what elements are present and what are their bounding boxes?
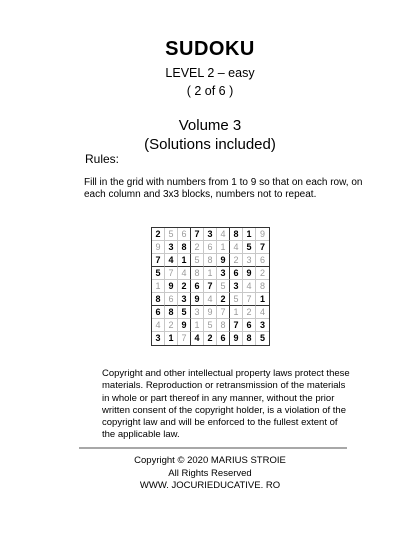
sudoku-cell: 4	[243, 280, 256, 293]
solutions-label: (Solutions included)	[144, 136, 276, 153]
sudoku-cell: 2	[165, 319, 178, 332]
sudoku-cell: 3	[191, 306, 204, 319]
divider	[79, 447, 347, 449]
sudoku-cell: 9	[230, 332, 243, 345]
sudoku-cell: 2	[152, 228, 165, 241]
footer	[0, 455, 420, 493]
part-label: ( 2 of 6 )	[186, 84, 234, 98]
volume-label: Volume 3	[178, 117, 242, 134]
sudoku-cell: 7	[204, 280, 217, 293]
sudoku-cell: 9	[217, 254, 230, 267]
sudoku-cell: 8	[243, 332, 256, 345]
sudoku-cell: 1	[178, 254, 191, 267]
footer-website: WWW. JOCURIEDUCATIVE. RO	[139, 480, 281, 491]
sudoku-cell: 2	[204, 332, 217, 345]
sudoku-cell: 3	[178, 293, 191, 306]
sudoku-cell: 4	[217, 228, 230, 241]
sudoku-cell: 5	[191, 254, 204, 267]
sudoku-cell: 1	[256, 293, 269, 306]
sudoku-cell: 9	[204, 306, 217, 319]
sudoku-cell: 7	[165, 267, 178, 280]
sudoku-cell: 6	[178, 228, 191, 241]
sudoku-cell: 3	[256, 319, 269, 332]
sudoku-cell: 7	[191, 228, 204, 241]
sudoku-cell: 9	[243, 267, 256, 280]
sudoku-cell: 3	[230, 280, 243, 293]
sudoku-cell: 7	[256, 241, 269, 254]
sudoku-cell: 6	[152, 306, 165, 319]
sudoku-cell: 5	[243, 241, 256, 254]
rules-heading: Rules:	[85, 152, 120, 166]
sudoku-cell: 5	[259, 333, 265, 343]
sudoku-cell: 8	[178, 241, 191, 254]
sudoku-cell: 2	[217, 293, 230, 306]
sudoku-cell: 2	[191, 241, 204, 254]
sudoku-cell: 4	[256, 306, 269, 319]
sudoku-cell: 2	[230, 254, 243, 267]
sudoku-cell: 5	[230, 293, 243, 306]
sudoku-cell: 6	[243, 319, 256, 332]
sudoku-grid	[151, 227, 270, 346]
sudoku-cell: 5	[204, 319, 217, 332]
sudoku-cell: 2	[256, 267, 269, 280]
sudoku-cell: 8	[217, 319, 230, 332]
sudoku-cell: 7	[217, 306, 230, 319]
sudoku-cell: 6	[230, 267, 243, 280]
sudoku-cell: 7	[230, 319, 243, 332]
sudoku-cell: 1	[191, 319, 204, 332]
sudoku-cell: 4	[191, 332, 204, 345]
sudoku-cell: 7	[152, 254, 165, 267]
sudoku-cell: 9	[152, 241, 165, 254]
footer-rights: All Rights Reserved	[168, 467, 252, 479]
sudoku-cell: 3	[152, 332, 165, 345]
sudoku-cell: 1	[230, 306, 243, 319]
sudoku-cell: 9	[178, 319, 191, 332]
sudoku-cell: 3	[165, 241, 178, 254]
sudoku-cell: 1	[243, 228, 256, 241]
sudoku-cell: 1	[217, 241, 230, 254]
sudoku-cell: 6	[191, 280, 204, 293]
sudoku-cell: 5	[217, 280, 230, 293]
page-title: SUDOKU	[165, 38, 255, 60]
sudoku-cell: 8	[152, 293, 165, 306]
sudoku-cell: 7	[243, 293, 256, 306]
sudoku-cell: 4	[204, 293, 217, 306]
sudoku-cell: 4	[165, 254, 178, 267]
sudoku-cell: 8	[256, 280, 269, 293]
sudoku-cell: 6	[204, 241, 217, 254]
sudoku-cell: 6	[165, 293, 178, 306]
sudoku-cell: 9	[256, 228, 269, 241]
sudoku-cell: 9	[191, 293, 204, 306]
copyright-notice: Copyright and other intellectual property laws protect these materials. Reproduction or retransmission of the materials in whole or part thereof in any manner, without the prior written consent of the copyright holder, is a violation of the copyright law and will be enforced to the fullest extent of the applicable law.	[102, 368, 350, 441]
sudoku-cell: 5	[178, 306, 191, 319]
footer-copyright: Copyright © 2020 MARIUS STROIE	[134, 455, 286, 466]
sudoku-cell: 8	[204, 254, 217, 267]
level-label: LEVEL 2 – easy	[165, 66, 255, 80]
sudoku-cell: 4	[152, 319, 165, 332]
sudoku-cell: 1	[204, 267, 217, 280]
sudoku-cell: 7	[178, 332, 191, 345]
sudoku-cell: 8	[191, 267, 204, 280]
sudoku-cell: 9	[165, 280, 178, 293]
sudoku-cell: 3	[217, 267, 230, 280]
sudoku-cell: 8	[230, 228, 243, 241]
sudoku-cell: 3	[204, 228, 217, 241]
sudoku-cell: 4	[230, 241, 243, 254]
sudoku-cell: 5	[152, 267, 165, 280]
rules-text: Fill in the grid with numbers from 1 to 9 so that on each row, on each column and 3x3 blocks, numbers not to repeat.	[84, 177, 363, 200]
sudoku-cell: 4	[178, 267, 191, 280]
sudoku-cell: 5	[165, 228, 178, 241]
sudoku-cell: 6	[217, 332, 230, 345]
sudoku-cell: 2	[243, 306, 256, 319]
sudoku-cell: 6	[256, 254, 269, 267]
sudoku-cell: 2	[178, 280, 191, 293]
sudoku-cell: 1	[165, 332, 178, 345]
sudoku-cell: 3	[243, 254, 256, 267]
sudoku-cell: 8	[165, 306, 178, 319]
sudoku-cell: 1	[152, 280, 165, 293]
